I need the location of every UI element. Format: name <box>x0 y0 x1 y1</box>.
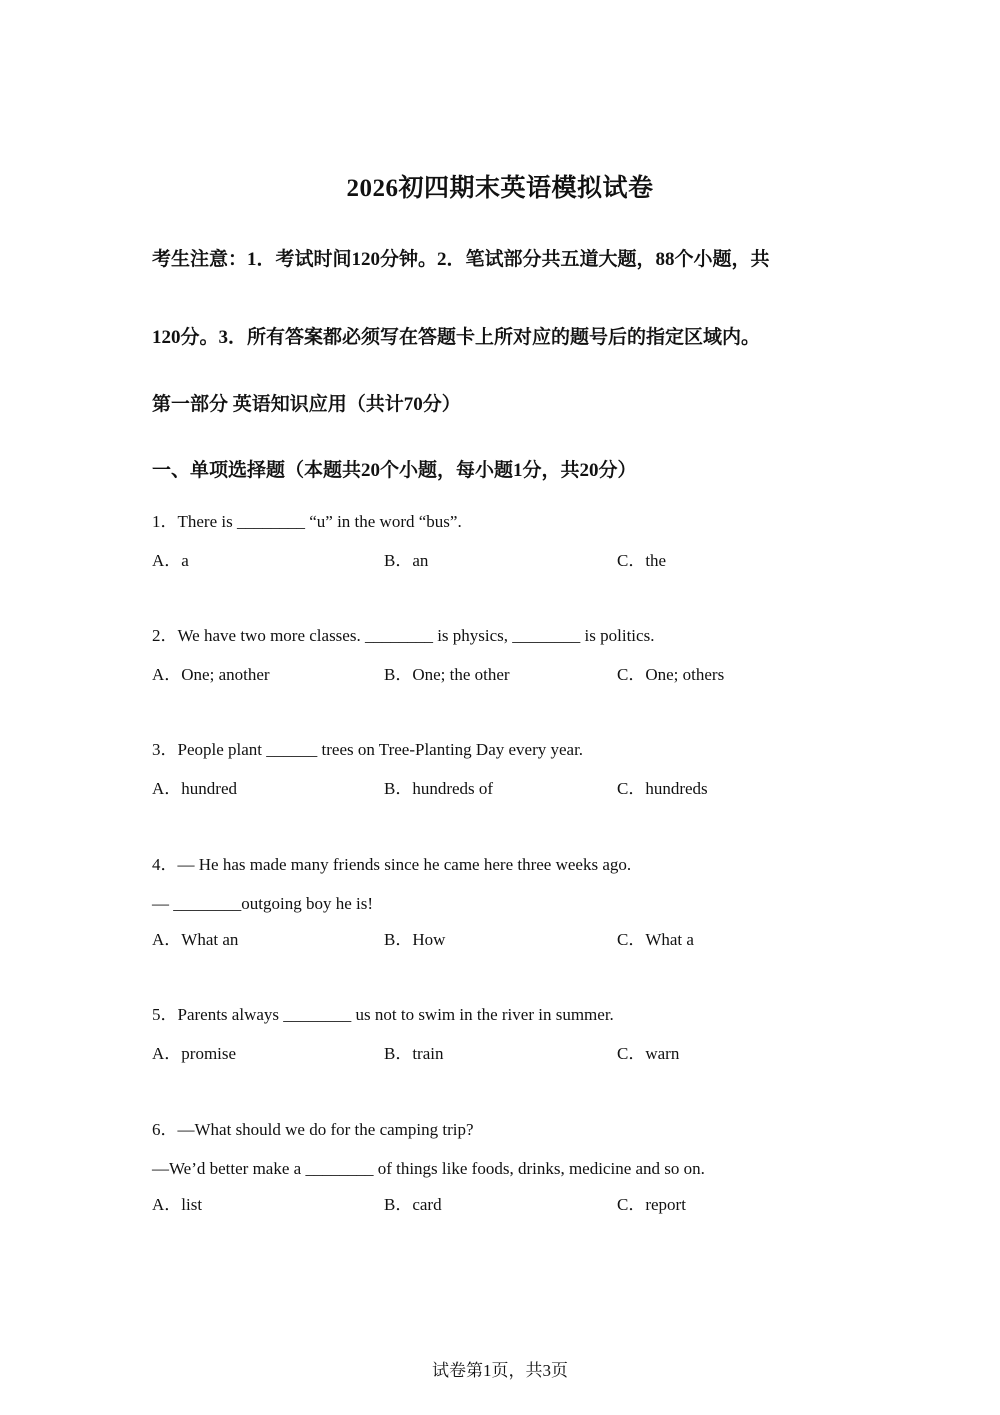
question-options <box>152 928 852 952</box>
option-c: C．hundreds <box>617 779 708 798</box>
question-options <box>152 663 852 687</box>
option-a: A．list <box>152 1195 203 1214</box>
option-a: A．What an <box>152 930 239 949</box>
option-a: A．promise <box>152 1044 237 1063</box>
option-b: B．hundreds of <box>384 779 494 798</box>
question-5 <box>152 1003 852 1066</box>
question-6 <box>152 1118 852 1217</box>
option-c: C．What a <box>617 930 694 949</box>
notice-line-1: 考生注意：1．考试时间120分钟。2．笔试部分共五道大题，88个小题，共 <box>152 249 770 270</box>
question-stem-reply: — ________outgoing boy he is! <box>152 894 373 913</box>
option-c: C．the <box>617 551 667 570</box>
option-a: A．a <box>152 551 189 570</box>
exam-title: 2026初四期末英语模拟试卷 <box>346 175 654 202</box>
page-footer: 试卷第1页，共3页 <box>432 1361 568 1380</box>
option-b: B．train <box>384 1044 444 1063</box>
question-2 <box>152 624 852 687</box>
option-b: B．How <box>384 930 446 949</box>
question-stem: 5．Parents always ________ us not to swim in the river in summer. <box>152 1005 614 1024</box>
option-c: C．report <box>617 1195 686 1214</box>
option-c: C．One; others <box>617 665 725 684</box>
question-stem: 2．We have two more classes. ________ is physics, ________ is politics. <box>152 626 655 645</box>
notice-line-2: 120分。3．所有答案都必须写在答题卡上所对应的题号后的指定区域内。 <box>152 327 761 348</box>
question-options <box>152 1193 852 1217</box>
option-b: B．One; the other <box>384 665 510 684</box>
question-options <box>152 777 852 801</box>
question-4 <box>152 853 852 952</box>
question-stem: 3．People plant ______ trees on Tree-Planting Day every year. <box>152 740 584 759</box>
question-stem: 4．— He has made many friends since he came here three weeks ago. <box>152 855 632 874</box>
option-c: C．warn <box>617 1044 680 1063</box>
question-3 <box>152 738 852 801</box>
section-heading: 一、单项选择题（本题共20个小题，每小题1分，共20分） <box>152 460 637 481</box>
question-options <box>152 1042 852 1066</box>
question-1 <box>152 510 852 573</box>
option-a: A．One; another <box>152 665 270 684</box>
question-options <box>152 549 852 573</box>
option-a: A．hundred <box>152 779 237 798</box>
part-heading: 第一部分 英语知识应用（共计70分） <box>152 394 461 415</box>
option-b: B．an <box>384 551 429 570</box>
question-stem: 6．—What should we do for the camping trip? <box>152 1120 474 1139</box>
question-stem: 1．There is ________ “u” in the word “bus”. <box>152 512 462 531</box>
option-b: B．card <box>384 1195 442 1214</box>
question-stem-reply: —We’d better make a ________ of things like foods, drinks, medicine and so on. <box>152 1159 705 1178</box>
